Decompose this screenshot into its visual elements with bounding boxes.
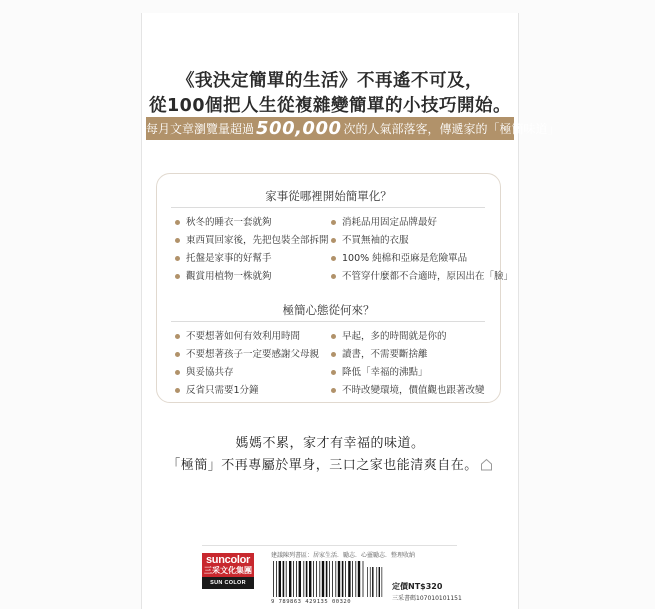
banner-suffix: 次的人氣部落客，傳遞家的「極簡味道」 <box>343 122 560 136</box>
bullet-icon <box>175 220 180 225</box>
list-item: 消耗品用固定品牌最好 <box>331 214 501 232</box>
list-item: 不買無袖的衣服 <box>331 232 501 250</box>
bullet-icon <box>175 352 180 357</box>
list-item: 不要想著孩子一定要感謝父母親 <box>175 346 345 364</box>
section-1-divider <box>171 207 485 208</box>
tips-panel <box>156 173 514 403</box>
house-icon <box>480 458 493 471</box>
bullet-icon <box>331 352 336 357</box>
headline-line-1: 《我決定簡單的生活》不再遙不可及， <box>177 71 483 91</box>
list-item: 反省只需要1分鐘 <box>175 382 345 400</box>
list-item: 觀賞用植物一株就夠 <box>175 268 345 286</box>
bullet-icon <box>175 256 180 261</box>
closing-line-2: 「極簡」不再專屬於單身，三口之家也能清爽自在。 <box>142 454 518 473</box>
list-item: 讀書，不需要斷捨離 <box>331 346 501 364</box>
bullet-icon <box>331 256 336 261</box>
list-item: 早起，多的時間就是你的 <box>331 328 501 346</box>
list-item: 秋冬的睡衣一套就夠 <box>175 214 345 232</box>
list-item: 不要想著如何有效利用時間 <box>175 328 345 346</box>
promo-banner <box>146 117 560 140</box>
banner-number: 500,000 <box>256 118 342 139</box>
section-2-right-list <box>331 328 501 400</box>
bullet-icon <box>331 238 336 243</box>
barcode-digits: 9 789863 429135 00320 <box>271 599 352 605</box>
list-item: 東西買回家後，先把包裝全部拆開 <box>175 232 345 250</box>
section-2-title: 極簡心態從何來？ <box>282 303 375 317</box>
list-item: 降低「幸福的沸點」 <box>331 364 501 382</box>
list-item: 托盤是家事的好幫手 <box>175 250 345 268</box>
book-back-cover <box>141 13 560 609</box>
list-item: 與妥協共存 <box>175 364 345 382</box>
section-2-left-list <box>175 328 345 400</box>
bullet-icon <box>175 238 180 243</box>
section-1-right-list <box>331 214 514 286</box>
bullet-icon <box>331 220 336 225</box>
bullet-icon <box>175 388 180 393</box>
bullet-icon <box>175 370 180 375</box>
footer-divider <box>202 545 457 546</box>
section-1-left-list <box>175 214 345 286</box>
bullet-icon <box>175 334 180 339</box>
publisher-name-en: suncolor <box>205 554 251 566</box>
bullet-icon <box>331 388 336 393</box>
list-item: 不時改變環境，價值觀也跟著改變 <box>331 382 501 400</box>
bullet-icon <box>331 370 336 375</box>
barcode <box>271 561 383 599</box>
headline-line-2: 從100個把人生從複雜變簡單的小技巧開始。 <box>148 96 512 116</box>
list-item: 100% 純棉和亞麻是危險單品 <box>331 250 501 268</box>
catalog-number: 三采書碼107010101151 <box>392 595 462 602</box>
shelving-category: 建議陳列書區：居家生活．勵志．心靈勵志．整理收納 <box>271 552 416 559</box>
section-1-title: 家事從哪裡開始簡單化？ <box>265 189 392 203</box>
publisher-name-zh: 三采文化集團 <box>204 566 252 575</box>
bullet-icon <box>175 274 180 279</box>
price: 定價NT$320 <box>392 582 443 591</box>
publisher-logo <box>202 553 254 597</box>
bullet-icon <box>331 274 336 279</box>
closing-line-1: 媽媽不累，家才有幸福的味道。 <box>235 436 425 451</box>
list-item: 不管穿什麼都不合適時，原因出在「臉」 <box>331 268 501 286</box>
bullet-icon <box>331 334 336 339</box>
banner-prefix: 每月文章瀏覽量超過 <box>146 122 255 136</box>
publisher-group: SUN COLOR GROUP <box>202 577 254 589</box>
section-2-divider <box>171 321 485 322</box>
